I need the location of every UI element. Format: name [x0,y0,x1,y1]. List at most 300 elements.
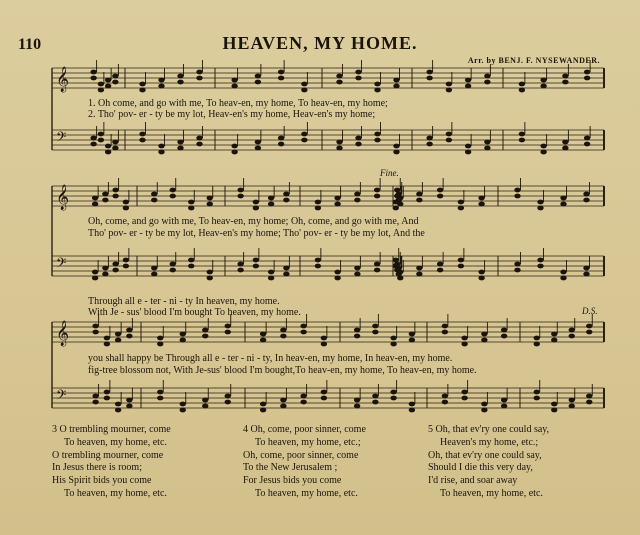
note-head [584,76,590,81]
note-head [207,202,213,207]
lyric-line: With Je - sus' blood I'm bought To heaven, my home. [88,307,301,318]
verse-line: To heaven, my home, etc. [440,487,543,499]
note-head [188,264,194,269]
note-head [139,138,145,143]
note-head [283,192,289,197]
note-head [355,136,361,141]
note-head [231,84,237,89]
note-head [268,276,274,281]
note-head [537,264,543,269]
note-head [461,396,467,401]
note-head [112,268,118,273]
verse-line: Should I die this very day, [428,462,533,474]
bass-clef-icon: 𝄢 [56,387,67,406]
note-head [501,334,507,339]
note-head [372,400,378,405]
note-head [540,78,546,83]
note-head [268,196,274,201]
lyric-line: fig-tree blossom not, With Je-sus' blood I'm bought,To heav-en, my home, To heav-en, my home. [88,365,477,376]
note-head [207,270,213,275]
note-head [321,342,327,347]
note-head [170,262,176,267]
note-head [90,76,96,81]
note-head [394,188,400,193]
note-head [301,88,307,93]
verse-line: Oh, come, poor sinner, come [243,449,359,461]
note-head [300,324,306,329]
lyric-line: Through all e - ter - ni - ty In heaven, my home. [88,296,280,307]
verse-line: For Jesus bids you come [243,475,342,487]
note-head [584,136,590,141]
note-head [409,402,415,407]
note-head [123,258,129,263]
note-head [260,408,266,413]
note-head [336,74,342,79]
note-head [519,88,525,93]
note-head [177,146,183,151]
note-head [481,408,487,413]
note-head [583,266,589,271]
note-head [170,268,176,273]
note-head [372,330,378,335]
verse-number: 4 [243,424,248,435]
verse-5 [428,424,549,501]
note-head [484,146,490,151]
note-head [446,138,452,143]
note-head [437,194,443,199]
note-head [112,188,118,193]
note-head [514,194,520,199]
note-head [458,206,464,211]
note-head [301,138,307,143]
note-head [465,84,471,89]
note-head [393,206,399,211]
note-head [126,398,132,403]
note-head [180,408,186,413]
hymn-title: HEAVEN, MY HOME. [222,33,418,53]
note-head [196,70,202,75]
note-head [104,336,110,341]
note-head [374,188,380,193]
note-head [188,200,194,205]
note-head [372,394,378,399]
note-head [584,70,590,75]
note-head [90,136,96,141]
note-head [569,328,575,333]
note-head [104,342,110,347]
note-head [280,398,286,403]
note-head [354,266,360,271]
note-head [253,200,259,205]
note-head [519,82,525,87]
note-head [393,258,399,263]
note-head [231,78,237,83]
note-head [158,84,164,89]
note-head [268,270,274,275]
note-head [123,206,129,211]
note-head [336,80,342,85]
note-head [157,390,163,395]
note-head [560,270,566,275]
verse-line: To heaven, my home, etc.; [255,436,361,448]
note-head [478,196,484,201]
note-head [255,74,261,79]
note-head [354,334,360,339]
treble-clef-icon: 𝄞 [56,321,70,346]
note-head [409,332,415,337]
note-head [253,258,259,263]
note-head [231,150,237,155]
note-head [584,142,590,147]
note-head [170,188,176,193]
verse-number: 3 [52,424,57,435]
note-head [374,268,380,273]
verse-line: To heaven, my home, etc. [64,436,167,448]
note-head [300,400,306,405]
note-head [426,76,432,81]
note-head [92,196,98,201]
note-head [283,266,289,271]
note-head [268,202,274,207]
note-head [151,266,157,271]
note-head [537,258,543,263]
note-head [92,324,98,329]
note-head [416,266,422,271]
note-head [315,264,321,269]
fine-marking: Fine. [380,168,399,178]
note-head [105,144,111,149]
lyric-line: 1. Oh come, and go with me, To heav-en, my home, To heav-en, my home; [88,98,388,109]
note-head [583,272,589,277]
note-head [188,258,194,263]
note-head [104,396,110,401]
note-head [112,262,118,267]
note-head [157,342,163,347]
note-head [315,206,321,211]
note-head [231,144,237,149]
note-head [237,262,243,267]
note-head [478,202,484,207]
note-head [458,200,464,205]
note-head [540,144,546,149]
note-head [115,332,121,337]
note-head [102,266,108,271]
note-head [278,70,284,75]
note-head [139,132,145,137]
note-head [569,398,575,403]
note-head [478,270,484,275]
note-head [334,276,340,281]
note-head [112,146,118,151]
verse-line: Oh, that ev'ry one could say, [435,424,550,435]
note-head [336,140,342,145]
note-head [115,338,121,343]
bass-clef-icon: 𝄢 [56,129,67,148]
note-head [393,200,399,205]
note-head [374,132,380,137]
note-head [355,142,361,147]
note-head [514,268,520,273]
note-head [586,394,592,399]
note-head [158,150,164,155]
note-head [237,268,243,273]
note-head [354,398,360,403]
note-head [180,332,186,337]
verse-line: I'd rise, and soar away [428,475,518,487]
note-head [90,142,96,147]
note-head [446,82,452,87]
bass-clef-icon: 𝄢 [56,255,67,274]
note-head [393,150,399,155]
note-head [540,84,546,89]
note-head [112,194,118,199]
note-head [354,328,360,333]
note-head [102,198,108,203]
verse-line: To heaven, my home, etc. [64,487,167,499]
note-head [551,332,557,337]
note-head [336,146,342,151]
note-head [465,144,471,149]
note-head [390,390,396,395]
note-head [202,328,208,333]
note-head [586,330,592,335]
arranger-credit: Arr. by BENJ. F. NYSEWANDER. [467,56,600,65]
note-head [112,80,118,85]
note-head [105,78,111,83]
note-head [283,272,289,277]
treble-clef-icon: 𝄞 [56,185,70,210]
note-head [260,402,266,407]
note-head [123,264,129,269]
note-head [374,88,380,93]
note-head [92,394,98,399]
note-head [416,198,422,203]
note-head [237,194,243,199]
note-head [537,206,543,211]
note-head [115,408,121,413]
note-head [393,264,399,269]
note-head [255,140,261,145]
note-head [537,200,543,205]
note-head [151,192,157,197]
note-head [562,140,568,145]
note-head [481,332,487,337]
note-head [501,404,507,409]
note-head [560,276,566,281]
note-head [334,202,340,207]
note-head [446,88,452,93]
note-head [177,140,183,145]
note-head [105,150,111,155]
note-head [374,82,380,87]
note-head [560,202,566,207]
note-head [253,206,259,211]
note-head [534,336,540,341]
note-head [104,390,110,395]
note-head [92,270,98,275]
note-head [315,258,321,263]
note-head [207,276,213,281]
note-head [139,88,145,93]
note-head [586,324,592,329]
note-head [393,84,399,89]
note-head [126,404,132,409]
note-head [562,146,568,151]
verse-4 [243,424,366,501]
verse-line: Oh, that ev'ry one could say, [428,449,542,461]
note-head [442,394,448,399]
note-head [534,342,540,347]
note-head [237,188,243,193]
note-head [393,144,399,149]
note-head [253,264,259,269]
note-head [115,402,121,407]
lyric-line: Tho' pov- er - ty be my lot, Heav-en's my home; Tho' pov- er - ty be my lot, And the [88,228,425,239]
note-head [374,194,380,199]
note-head [158,78,164,83]
note-head [416,272,422,277]
note-head [481,338,487,343]
note-head [255,146,261,151]
note-head [102,192,108,197]
note-head [583,192,589,197]
note-head [461,390,467,395]
note-head [92,276,98,281]
note-head [484,140,490,145]
note-head [355,70,361,75]
note-head [416,192,422,197]
note-head [409,338,415,343]
note-head [426,70,432,75]
note-head [372,324,378,329]
lyric-line: 2. Tho' pov- er - ty be my lot, Heav-en's my home, Heav-en's my home; [88,109,376,120]
note-head [180,402,186,407]
note-head [158,144,164,149]
note-head [225,330,231,335]
ds-marking: D.S. [582,306,598,316]
note-head [98,132,104,137]
note-head [355,76,361,81]
note-head [280,334,286,339]
note-head [278,76,284,81]
note-head [446,132,452,137]
note-head [442,330,448,335]
verse-number: 5 [428,424,433,435]
note-head [354,192,360,197]
note-head [151,272,157,277]
note-head [196,142,202,147]
note-head [180,338,186,343]
note-head [255,80,261,85]
verse-line: His Spirit bids you come [52,475,152,487]
note-head [112,140,118,145]
note-head [334,196,340,201]
note-head [409,408,415,413]
note-head [354,272,360,277]
note-head [283,198,289,203]
note-head [225,324,231,329]
note-head [123,200,129,205]
note-head [260,332,266,337]
note-head [461,336,467,341]
note-head [484,74,490,79]
note-head [426,142,432,147]
note-head [105,84,111,89]
note-head [139,82,145,87]
note-head [196,76,202,81]
note-head [551,402,557,407]
note-head [98,88,104,93]
note-head [102,272,108,277]
note-head [393,78,399,83]
note-head [540,150,546,155]
note-head [569,404,575,409]
verse-line: To the New Jerusalem ; [243,462,338,474]
lyric-line: Oh, come, and go with me, To heav-en, my home; Oh, come, and go with me, And [88,216,419,227]
note-head [390,336,396,341]
note-head [519,132,525,137]
note-head [177,74,183,79]
note-head [437,188,443,193]
note-head [481,402,487,407]
note-head [225,400,231,405]
note-head [188,206,194,211]
note-head [374,262,380,267]
note-head [126,328,132,333]
note-head [583,198,589,203]
treble-clef-icon: 𝄞 [56,67,70,92]
note-head [354,404,360,409]
note-head [437,262,443,267]
note-head [90,70,96,75]
note-head [98,82,104,87]
note-head [374,138,380,143]
note-head [458,264,464,269]
note-head [478,276,484,281]
note-head [551,408,557,413]
note-head [437,268,443,273]
note-head [280,404,286,409]
note-head [465,150,471,155]
note-head [458,258,464,263]
verse-line: O trembling mourner, come [59,424,171,435]
note-head [225,394,231,399]
note-head [394,194,400,199]
note-head [177,80,183,85]
note-head [278,136,284,141]
note-head [112,74,118,79]
note-head [301,132,307,137]
note-head [157,336,163,341]
note-head [586,400,592,405]
note-head [92,202,98,207]
note-head [514,188,520,193]
note-head [334,270,340,275]
note-head [562,74,568,79]
note-head [442,324,448,329]
note-head [461,342,467,347]
verse-line: To heaven, my home, etc. [255,487,358,499]
note-head [426,136,432,141]
note-head [465,78,471,83]
note-head [501,398,507,403]
verse-line: O trembling mourner, come [52,449,164,461]
note-head [519,138,525,143]
note-head [92,330,98,335]
verse-line: In Jesus there is room; [52,462,142,474]
note-head [390,342,396,347]
note-head [278,142,284,147]
